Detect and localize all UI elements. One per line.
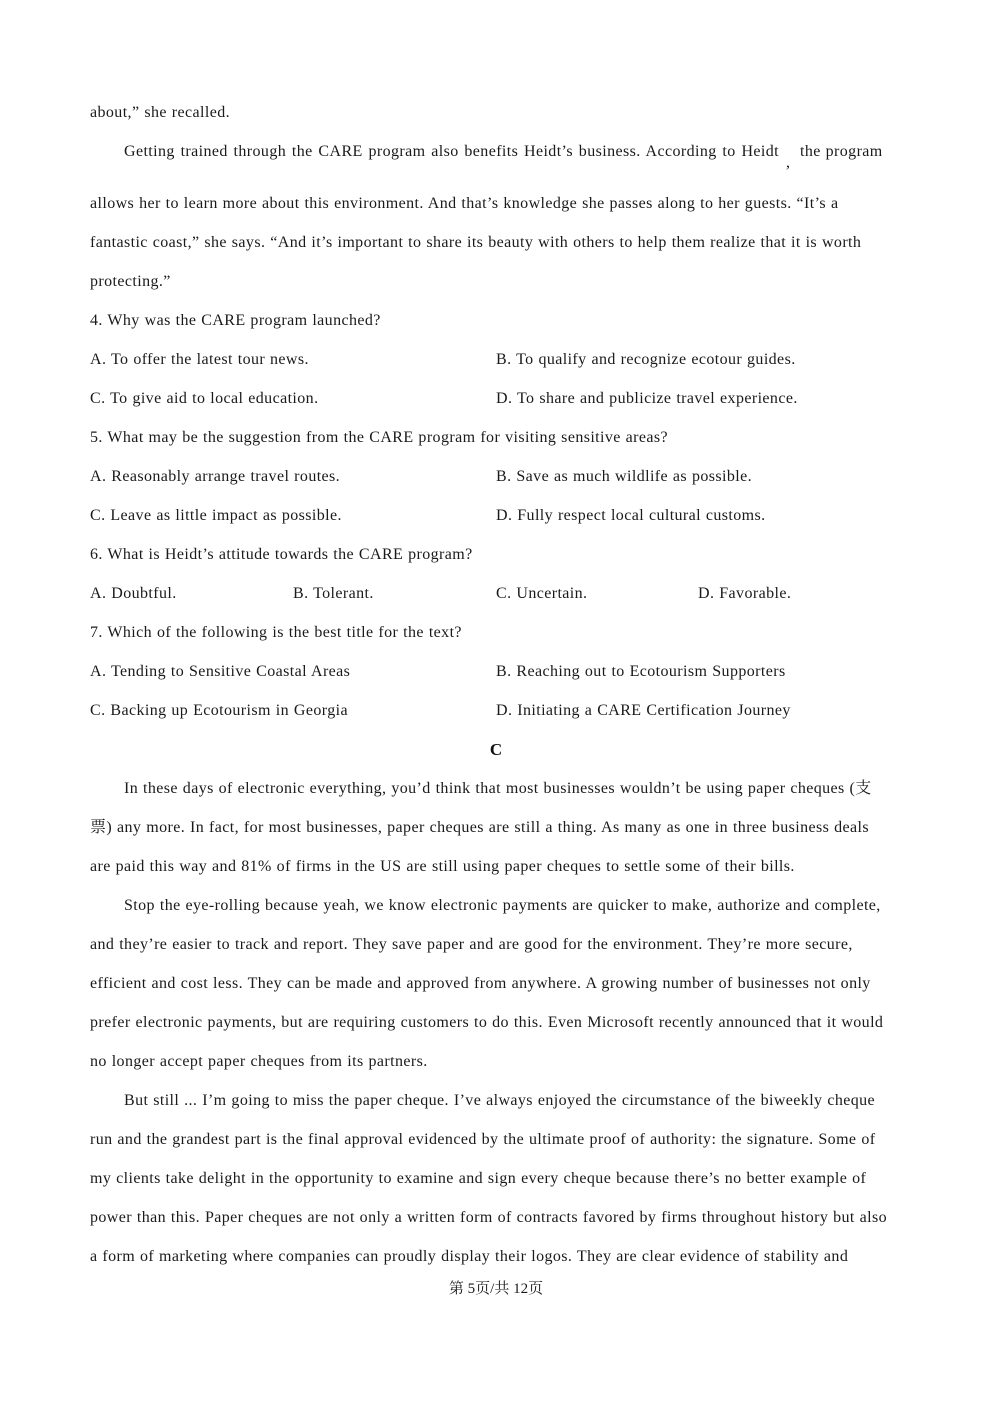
question-option: B. To qualify and recognize ecotour guides. xyxy=(496,351,796,368)
paragraph-line: efficient and cost less. They can be made and approved from anywhere. A growing number of businesses not only xyxy=(90,975,871,992)
paragraph-line: no longer accept paper cheques from its partners. xyxy=(90,1053,428,1070)
passage-line: about,” she recalled. xyxy=(90,104,231,121)
paragraph-line: 票) any more. In fact, for most businesses, paper cheques are still a thing. As many as one in three business deals xyxy=(90,819,870,836)
page-number: 第 5页/共 12页 xyxy=(448,1281,544,1297)
paragraph-line: run and the grandest part is the final approval evidenced by the ultimate proof of authority: the signature. Some of xyxy=(90,1131,876,1148)
question-option: B. Save as much wildlife as possible. xyxy=(496,468,752,485)
question-option: A. Doubtful. xyxy=(90,585,177,602)
question-stem: 6. What is Heidt’s attitude towards the CARE program? xyxy=(90,546,473,563)
question-option: A. Tending to Sensitive Coastal Areas xyxy=(90,663,351,680)
passage-line: fantastic coast,” she says. “And it’s important to share its beauty with others to help them realize that it is worth xyxy=(90,234,862,251)
question-option: D. Fully respect local cultural customs. xyxy=(496,507,766,524)
passage-line: protecting.” xyxy=(90,273,171,290)
paragraph-line: are paid this way and 81% of firms in the US are still using paper cheques to settle some of their bills. xyxy=(90,858,795,875)
question-stem: 5. What may be the suggestion from the CARE program for visiting sensitive areas? xyxy=(90,429,669,446)
question-option: C. Backing up Ecotourism in Georgia xyxy=(90,702,348,719)
passage-line: allows her to learn more about this environment. And that’s knowledge she passes along to her guests. “It’s a xyxy=(90,195,839,212)
question-option: C. Leave as little impact as possible. xyxy=(90,507,342,524)
question-option: B. Tolerant. xyxy=(293,585,374,602)
paragraph-line: my clients take delight in the opportunity to examine and sign every cheque because there’s no better example of xyxy=(90,1170,867,1187)
paragraph-line: Stop the eye-rolling because yeah, we know electronic payments are quicker to make, authorize and complete, xyxy=(124,897,881,914)
question-option: D. Favorable. xyxy=(698,585,792,602)
question-option: D. To share and publicize travel experience. xyxy=(496,390,798,407)
question-option: B. Reaching out to Ecotourism Supporters xyxy=(496,663,786,680)
question-stem: 7. Which of the following is the best title for the text? xyxy=(90,624,462,641)
paragraph-line: prefer electronic payments, but are requiring customers to do this. Even Microsoft recently announced that it would xyxy=(90,1014,884,1031)
paragraph-line: power than this. Paper cheques are not only a written form of contracts favored by firms throughout history but also xyxy=(90,1209,888,1226)
paragraph-line: But still ... I’m going to miss the paper cheque. I’ve always enjoyed the circumstance of the biweekly cheque xyxy=(124,1092,876,1109)
question-option: D. Initiating a CARE Certification Journey xyxy=(496,702,791,719)
question-option: A. Reasonably arrange travel routes. xyxy=(90,468,341,485)
question-option: C. To give aid to local education. xyxy=(90,390,319,407)
section-heading: C xyxy=(489,740,503,759)
passage-line: the program xyxy=(800,143,883,160)
question-option: A. To offer the latest tour news. xyxy=(90,351,309,368)
question-option: C. Uncertain. xyxy=(496,585,588,602)
passage-comma: , xyxy=(786,154,790,171)
question-stem: 4. Why was the CARE program launched? xyxy=(90,312,381,329)
paragraph-line: a form of marketing where companies can proudly display their logos. They are clear evidence of stability and xyxy=(90,1248,849,1265)
paragraph-line: In these days of electronic everything, you’d think that most businesses wouldn’t be using paper cheques (支 xyxy=(124,780,872,797)
passage-line: Getting trained through the CARE program also benefits Heidt’s business. According to Heidt xyxy=(124,143,779,160)
paragraph-line: and they’re easier to track and report. They save paper and are good for the environment. They’re more secure, xyxy=(90,936,853,953)
